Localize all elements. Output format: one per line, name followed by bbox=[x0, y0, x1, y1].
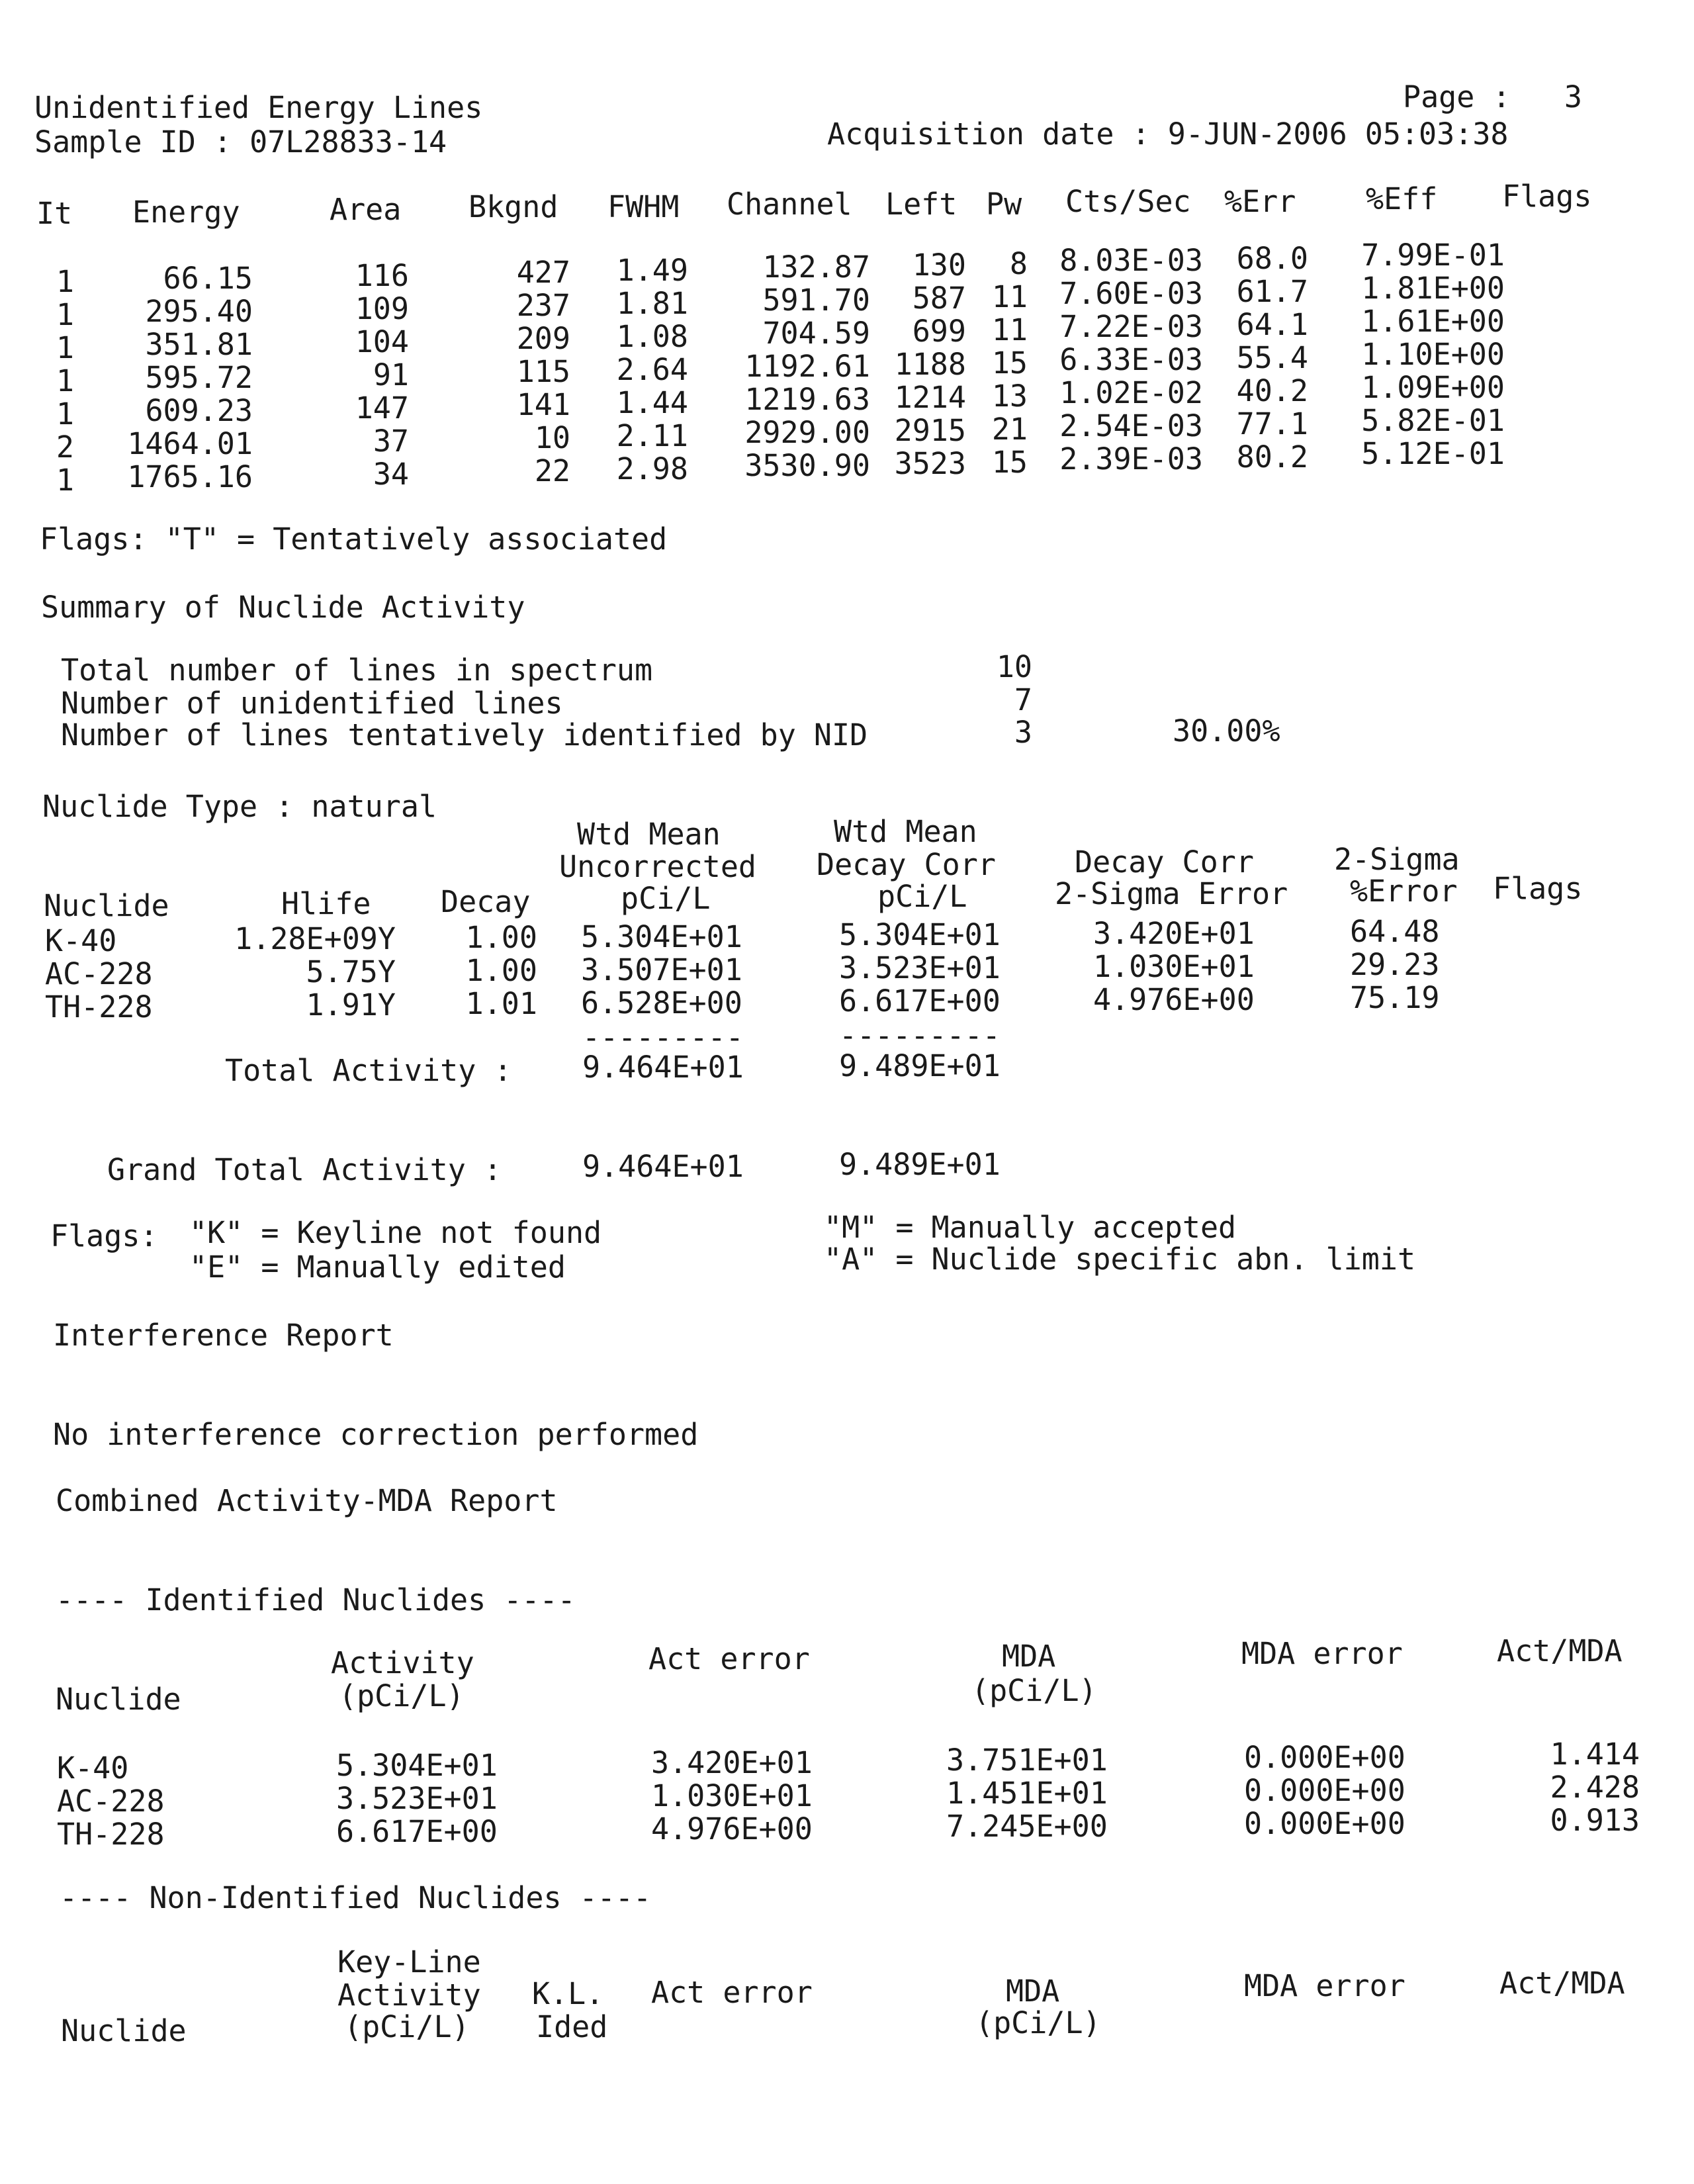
col-header-act-error: Act error bbox=[651, 1975, 813, 2010]
cell-nuclide: K-40 bbox=[45, 923, 117, 958]
total-activity-decay-corr: 9.489E+01 bbox=[839, 1048, 1001, 1083]
cell-bkgnd: 237 bbox=[516, 288, 570, 323]
cell-nuclide: K-40 bbox=[57, 1751, 129, 1786]
col-header-pw: Pw bbox=[986, 187, 1022, 222]
cell-err: 64.1 bbox=[1236, 307, 1308, 342]
cell-area: 116 bbox=[355, 258, 409, 293]
summary-line-value: 7 bbox=[1014, 682, 1032, 717]
col-header-mda-error: MDA error bbox=[1244, 1968, 1405, 2003]
total-activity-label: Total Activity : bbox=[225, 1053, 512, 1088]
cell-channel: 1219.63 bbox=[744, 382, 870, 417]
cell-left: 3523 bbox=[894, 446, 966, 481]
summary-line-label: Number of unidentified lines bbox=[61, 686, 563, 721]
col-header-mda-unit: (pCi/L) bbox=[971, 1673, 1097, 1708]
cell-it: 1 bbox=[56, 264, 74, 299]
col-header-fwhm: FWHM bbox=[607, 189, 680, 224]
cell-bkgnd: 22 bbox=[534, 453, 570, 488]
col-header-decay-corr-2: Decay Corr bbox=[1075, 844, 1254, 880]
grand-total-label: Grand Total Activity : bbox=[107, 1152, 502, 1187]
flags-note: Flags: "T" = Tentatively associated bbox=[40, 522, 668, 557]
cell-nuclide: AC-228 bbox=[45, 956, 153, 991]
interference-note: No interference correction performed bbox=[53, 1417, 699, 1452]
cell-mda: 7.245E+00 bbox=[946, 1809, 1108, 1844]
cell-channel: 132.87 bbox=[762, 250, 870, 285]
cell-nuclide: TH-228 bbox=[57, 1817, 165, 1852]
col-header-uncorrected: Uncorrected bbox=[559, 849, 757, 884]
cell-eff: 1.81E+00 bbox=[1361, 271, 1505, 306]
col-header-mda-error: MDA error bbox=[1241, 1636, 1403, 1671]
cell-fwhm: 2.98 bbox=[616, 451, 688, 486]
cell-uncorrected: 3.507E+01 bbox=[581, 952, 742, 987]
cell-mda: 3.751E+01 bbox=[946, 1743, 1108, 1778]
cell-fwhm: 2.64 bbox=[616, 352, 688, 387]
cell-decay: 1.01 bbox=[465, 986, 537, 1021]
summary-line-value: 10 bbox=[996, 649, 1032, 684]
cell-area: 109 bbox=[355, 291, 409, 326]
col-header-act-mda: Act/MDA bbox=[1499, 1966, 1625, 2001]
cell-cts-sec: 2.39E-03 bbox=[1059, 441, 1203, 477]
cell-activity: 3.523E+01 bbox=[336, 1781, 498, 1816]
acquisition-date: Acquisition date : 9-JUN-2006 05:03:38 bbox=[827, 116, 1509, 152]
cell-act-error: 1.030E+01 bbox=[651, 1778, 813, 1813]
cell-energy: 351.81 bbox=[145, 327, 253, 362]
col-header-nuclide: Nuclide bbox=[56, 1682, 181, 1717]
cell-fwhm: 1.08 bbox=[616, 319, 688, 354]
cell-pct-error: 29.23 bbox=[1350, 947, 1440, 982]
cell-bkgnd: 427 bbox=[516, 255, 570, 290]
col-header-wtd-mean: Wtd Mean bbox=[577, 817, 721, 852]
col-header-eff: %Eff bbox=[1366, 181, 1438, 216]
non-identified-nuclides-title: ---- Non-Identified Nuclides ---- bbox=[60, 1880, 652, 1915]
col-header-hlife: Hlife bbox=[281, 886, 371, 921]
col-header-mda: MDA bbox=[1006, 1974, 1060, 2009]
col-header-activity-unit: (pCi/L) bbox=[344, 2009, 470, 2044]
cell-err: 68.0 bbox=[1236, 241, 1308, 276]
cell-activity: 6.617E+00 bbox=[336, 1814, 498, 1849]
cell-mda: 1.451E+01 bbox=[946, 1776, 1108, 1811]
cell-area: 104 bbox=[355, 324, 409, 359]
interference-title: Interference Report bbox=[53, 1318, 394, 1353]
summary-line-label: Total number of lines in spectrum bbox=[61, 653, 653, 688]
col-header-err: %Err bbox=[1224, 184, 1296, 219]
cell-pct-error: 75.19 bbox=[1350, 980, 1440, 1015]
col-header-ided: Ided bbox=[536, 2009, 608, 2044]
cell-left: 130 bbox=[912, 248, 966, 283]
cell-area: 37 bbox=[373, 424, 409, 459]
page-number: Page : 3 bbox=[1403, 79, 1582, 114]
cell-cts-sec: 7.60E-03 bbox=[1059, 276, 1203, 311]
cell-act-mda: 2.428 bbox=[1550, 1770, 1640, 1805]
cell-err: 77.1 bbox=[1236, 406, 1308, 441]
cell-bkgnd: 141 bbox=[516, 387, 570, 422]
cell-eff: 7.99E-01 bbox=[1361, 238, 1505, 273]
cell-cts-sec: 2.54E-03 bbox=[1059, 408, 1203, 443]
cell-uncorrected: 5.304E+01 bbox=[581, 919, 742, 954]
cell-left: 1188 bbox=[894, 347, 966, 382]
cell-area: 34 bbox=[373, 457, 409, 492]
col-header-act-error: Act error bbox=[648, 1641, 810, 1676]
cell-energy: 595.72 bbox=[145, 360, 253, 395]
cell-err: 80.2 bbox=[1236, 439, 1308, 475]
cell-it: 1 bbox=[56, 463, 74, 498]
cell-decay-corr: 5.304E+01 bbox=[839, 917, 1001, 952]
cell-bkgnd: 209 bbox=[516, 321, 570, 356]
cell-act-error: 4.976E+00 bbox=[651, 1811, 813, 1846]
cell-cts-sec: 8.03E-03 bbox=[1059, 243, 1203, 278]
col-header-nuclide: Nuclide bbox=[61, 2013, 187, 2048]
cell-it: 1 bbox=[56, 363, 74, 398]
cell-fwhm: 1.44 bbox=[616, 385, 688, 420]
cell-decay: 1.00 bbox=[465, 953, 537, 988]
cell-pw: 11 bbox=[991, 279, 1028, 314]
col-header-kl: K.L. bbox=[532, 1976, 604, 2011]
cell-uncorrected: 6.528E+00 bbox=[581, 985, 742, 1021]
cell-energy: 1765.16 bbox=[127, 459, 253, 494]
col-header-flags: Flags bbox=[1493, 871, 1583, 906]
col-header-decay: Decay bbox=[441, 884, 531, 919]
cell-decay-corr: 3.523E+01 bbox=[839, 950, 1001, 985]
decay-corr-dash-line: --------- bbox=[839, 1018, 1001, 1053]
col-header-energy: Energy bbox=[132, 195, 240, 230]
cell-mda-error: 0.000E+00 bbox=[1244, 1806, 1405, 1841]
col-header-it: It bbox=[36, 196, 73, 231]
combined-report-title: Combined Activity-MDA Report bbox=[56, 1483, 558, 1518]
col-header-pci: pCi/L bbox=[877, 879, 967, 914]
col-header-mda: MDA bbox=[1002, 1639, 1056, 1674]
cell-it: 1 bbox=[56, 396, 74, 432]
cell-pw: 13 bbox=[991, 379, 1028, 414]
col-header-nuclide: Nuclide bbox=[44, 888, 169, 923]
cell-left: 2915 bbox=[894, 413, 966, 448]
cell-cts-sec: 7.22E-03 bbox=[1059, 309, 1203, 344]
cell-err: 55.4 bbox=[1236, 340, 1308, 375]
cell-decay-corr: 6.617E+00 bbox=[839, 983, 1001, 1019]
flag-m-description: "M" = Manually accepted bbox=[824, 1210, 1237, 1245]
cell-it: 1 bbox=[56, 330, 74, 365]
cell-pw: 21 bbox=[991, 412, 1028, 447]
cell-pw: 11 bbox=[991, 312, 1028, 347]
summary-line-label: Number of lines tentatively identified by NID bbox=[61, 717, 868, 752]
summary-line-percent: 30.00% bbox=[1173, 713, 1280, 749]
col-header-2-sigma-error: 2-Sigma Error bbox=[1055, 876, 1288, 911]
cell-channel: 1192.61 bbox=[744, 349, 870, 384]
summary-title: Summary of Nuclide Activity bbox=[41, 590, 525, 625]
grand-total-decay-corr: 9.489E+01 bbox=[839, 1147, 1001, 1182]
cell-pw: 15 bbox=[991, 445, 1028, 480]
col-header-left: Left bbox=[885, 187, 958, 222]
cell-decay: 1.00 bbox=[465, 920, 537, 955]
cell-bkgnd: 10 bbox=[534, 420, 570, 455]
flags-legend-prefix: Flags: bbox=[50, 1218, 158, 1253]
cell-nuclide: TH-228 bbox=[45, 989, 153, 1024]
cell-hlife: 1.91Y bbox=[306, 987, 396, 1023]
cell-2sigma-error: 4.976E+00 bbox=[1093, 982, 1255, 1017]
identified-nuclides-title: ---- Identified Nuclides ---- bbox=[56, 1582, 576, 1617]
grand-total-uncorrected: 9.464E+01 bbox=[582, 1149, 744, 1184]
cell-area: 91 bbox=[373, 357, 409, 392]
cell-bkgnd: 115 bbox=[516, 354, 570, 389]
cell-cts-sec: 6.33E-03 bbox=[1059, 342, 1203, 377]
cell-left: 1214 bbox=[894, 380, 966, 415]
cell-fwhm: 1.81 bbox=[616, 286, 688, 321]
col-header-pct-error: %Error bbox=[1350, 874, 1458, 909]
cell-eff: 5.12E-01 bbox=[1361, 436, 1505, 471]
flag-a-description: "A" = Nuclide specific abn. limit bbox=[824, 1242, 1416, 1277]
flag-e-description: "E" = Manually edited bbox=[189, 1250, 566, 1285]
report-title: Unidentified Energy Lines bbox=[34, 90, 483, 125]
col-header-bkgnd: Bkgnd bbox=[468, 189, 558, 224]
flag-k-description: "K" = Keyline not found bbox=[189, 1215, 602, 1250]
cell-energy: 1464.01 bbox=[127, 426, 253, 461]
cell-left: 587 bbox=[912, 281, 966, 316]
col-header-area: Area bbox=[330, 192, 402, 227]
cell-channel: 2929.00 bbox=[744, 415, 870, 450]
cell-activity: 5.304E+01 bbox=[336, 1748, 498, 1783]
total-activity-uncorrected: 9.464E+01 bbox=[582, 1050, 744, 1085]
col-header-act-mda: Act/MDA bbox=[1497, 1633, 1623, 1668]
cell-energy: 66.15 bbox=[163, 261, 253, 296]
col-header-2-sigma: 2-Sigma bbox=[1334, 842, 1460, 877]
cell-cts-sec: 1.02E-02 bbox=[1059, 375, 1203, 410]
cell-pw: 15 bbox=[991, 345, 1028, 381]
col-header-mda-unit: (pCi/L) bbox=[975, 2005, 1101, 2040]
sample-id: Sample ID : 07L28833-14 bbox=[34, 124, 447, 159]
cell-2sigma-error: 1.030E+01 bbox=[1093, 949, 1255, 984]
cell-act-mda: 0.913 bbox=[1550, 1803, 1640, 1838]
cell-area: 147 bbox=[355, 390, 409, 426]
cell-eff: 1.61E+00 bbox=[1361, 304, 1505, 339]
cell-channel: 591.70 bbox=[762, 283, 870, 318]
cell-left: 699 bbox=[912, 314, 966, 349]
cell-eff: 5.82E-01 bbox=[1361, 403, 1505, 438]
cell-act-mda: 1.414 bbox=[1550, 1737, 1640, 1772]
cell-it: 1 bbox=[56, 297, 74, 332]
col-header-flags: Flags bbox=[1502, 179, 1592, 214]
cell-err: 61.7 bbox=[1236, 274, 1308, 309]
cell-hlife: 1.28E+09Y bbox=[234, 921, 396, 956]
cell-channel: 704.59 bbox=[762, 316, 870, 351]
cell-pw: 8 bbox=[1009, 246, 1028, 281]
cell-hlife: 5.75Y bbox=[306, 954, 396, 989]
col-header-key-line: Key-Line bbox=[337, 1944, 481, 1979]
cell-nuclide: AC-228 bbox=[57, 1784, 165, 1819]
cell-fwhm: 1.49 bbox=[616, 253, 688, 288]
col-header-activity: Activity bbox=[331, 1645, 474, 1680]
col-header-channel: Channel bbox=[727, 187, 852, 222]
cell-channel: 3530.90 bbox=[744, 448, 870, 483]
cell-eff: 1.09E+00 bbox=[1361, 370, 1505, 405]
cell-mda-error: 0.000E+00 bbox=[1244, 1740, 1405, 1775]
cell-err: 40.2 bbox=[1236, 373, 1308, 408]
uncorrected-dash-line: --------- bbox=[582, 1020, 744, 1055]
cell-mda-error: 0.000E+00 bbox=[1244, 1773, 1405, 1808]
summary-line-value: 3 bbox=[1014, 715, 1032, 750]
col-header-wtd-mean: Wtd Mean bbox=[834, 814, 977, 849]
cell-it: 2 bbox=[56, 430, 74, 465]
cell-energy: 609.23 bbox=[145, 393, 253, 428]
cell-energy: 295.40 bbox=[145, 294, 253, 329]
col-header-cts-sec: Cts/Sec bbox=[1065, 184, 1191, 219]
col-header-activity-unit: (pCi/L) bbox=[339, 1678, 465, 1713]
col-header-activity: Activity bbox=[337, 1978, 481, 2013]
cell-eff: 1.10E+00 bbox=[1361, 337, 1505, 372]
col-header-pci: pCi/L bbox=[621, 881, 711, 916]
nuclide-type: Nuclide Type : natural bbox=[42, 789, 437, 824]
cell-fwhm: 2.11 bbox=[616, 418, 688, 453]
cell-2sigma-error: 3.420E+01 bbox=[1093, 916, 1255, 951]
col-header-decay-corr: Decay Corr bbox=[817, 847, 996, 882]
cell-pct-error: 64.48 bbox=[1350, 914, 1440, 949]
cell-act-error: 3.420E+01 bbox=[651, 1745, 813, 1780]
